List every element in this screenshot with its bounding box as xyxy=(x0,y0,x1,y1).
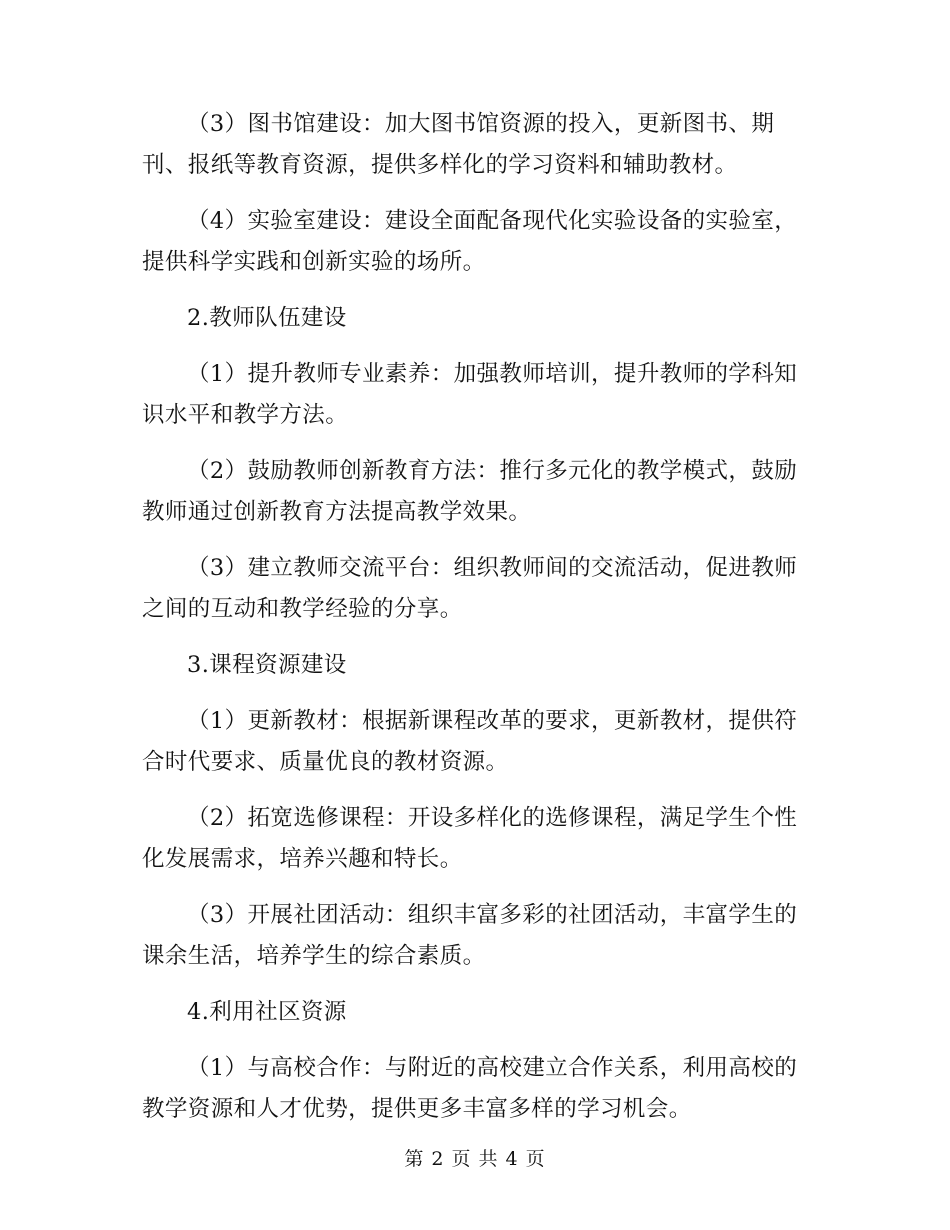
text-line: （2）鼓励教师创新教育方法：推行多元化的教学模式，鼓励 xyxy=(187,458,798,484)
paragraph-teacher-quality xyxy=(142,354,810,436)
text-line: 之间的互动和教学经验的分享。 xyxy=(142,596,463,622)
text-line: （2）拓宽选修课程：开设多样化的选修课程，满足学生个性 xyxy=(187,805,798,831)
text-line: （1）与高校合作：与附近的高校建立合作关系，利用高校的 xyxy=(187,1055,798,1081)
text-line: 刊、报纸等教育资源，提供多样化的学习资料和辅助教材。 xyxy=(142,152,738,178)
paragraph-laboratory-construction xyxy=(142,201,810,283)
text-line: （3）开展社团活动：组织丰富多彩的社团活动，丰富学生的 xyxy=(187,902,798,928)
text-line: 提供科学实践和创新实验的场所。 xyxy=(142,249,486,275)
paragraph-teacher-innovation xyxy=(142,451,810,533)
paragraph-update-textbooks xyxy=(142,701,810,783)
text-line: （3）建立教师交流平台：组织教师间的交流活动，促进教师 xyxy=(187,555,798,581)
text-line: （1）提升教师专业素养：加强教师培训，提升教师的学科知 xyxy=(187,361,798,387)
paragraph-university-cooperation xyxy=(142,1048,810,1130)
section-heading-teacher-team xyxy=(142,298,810,339)
text-line: 合时代要求、质量优良的教材资源。 xyxy=(142,749,509,775)
section-heading: 3.课程资源建设 xyxy=(187,652,347,678)
text-line: （4）实验室建设：建设全面配备现代化实验设备的实验室， xyxy=(187,208,798,234)
text-line: 教学资源和人才优势，提供更多丰富多样的学习机会。 xyxy=(142,1096,692,1122)
text-line: 课余生活，培养学生的综合素质。 xyxy=(142,943,486,969)
section-heading: 4.利用社区资源 xyxy=(187,999,347,1025)
text-line: （1）更新教材：根据新课程改革的要求，更新教材，提供符 xyxy=(187,708,798,734)
paragraph-club-activities xyxy=(142,895,810,977)
paragraph-library-construction xyxy=(142,104,810,186)
section-heading: 2.教师队伍建设 xyxy=(187,305,347,331)
text-line: 化发展需求，培养兴趣和特长。 xyxy=(142,846,463,872)
paragraph-elective-courses xyxy=(142,798,810,880)
section-heading-curriculum xyxy=(142,645,810,686)
page-number-footer: 第 2 页 共 4 页 xyxy=(404,1148,546,1170)
section-heading-community xyxy=(142,992,810,1033)
paragraph-teacher-exchange xyxy=(142,548,810,630)
document-body xyxy=(142,104,810,1130)
text-line: （3）图书馆建设：加大图书馆资源的投入，更新图书、期 xyxy=(187,111,775,137)
text-line: 识水平和教学方法。 xyxy=(142,402,349,428)
text-line: 教师通过创新教育方法提高教学效果。 xyxy=(142,499,532,525)
